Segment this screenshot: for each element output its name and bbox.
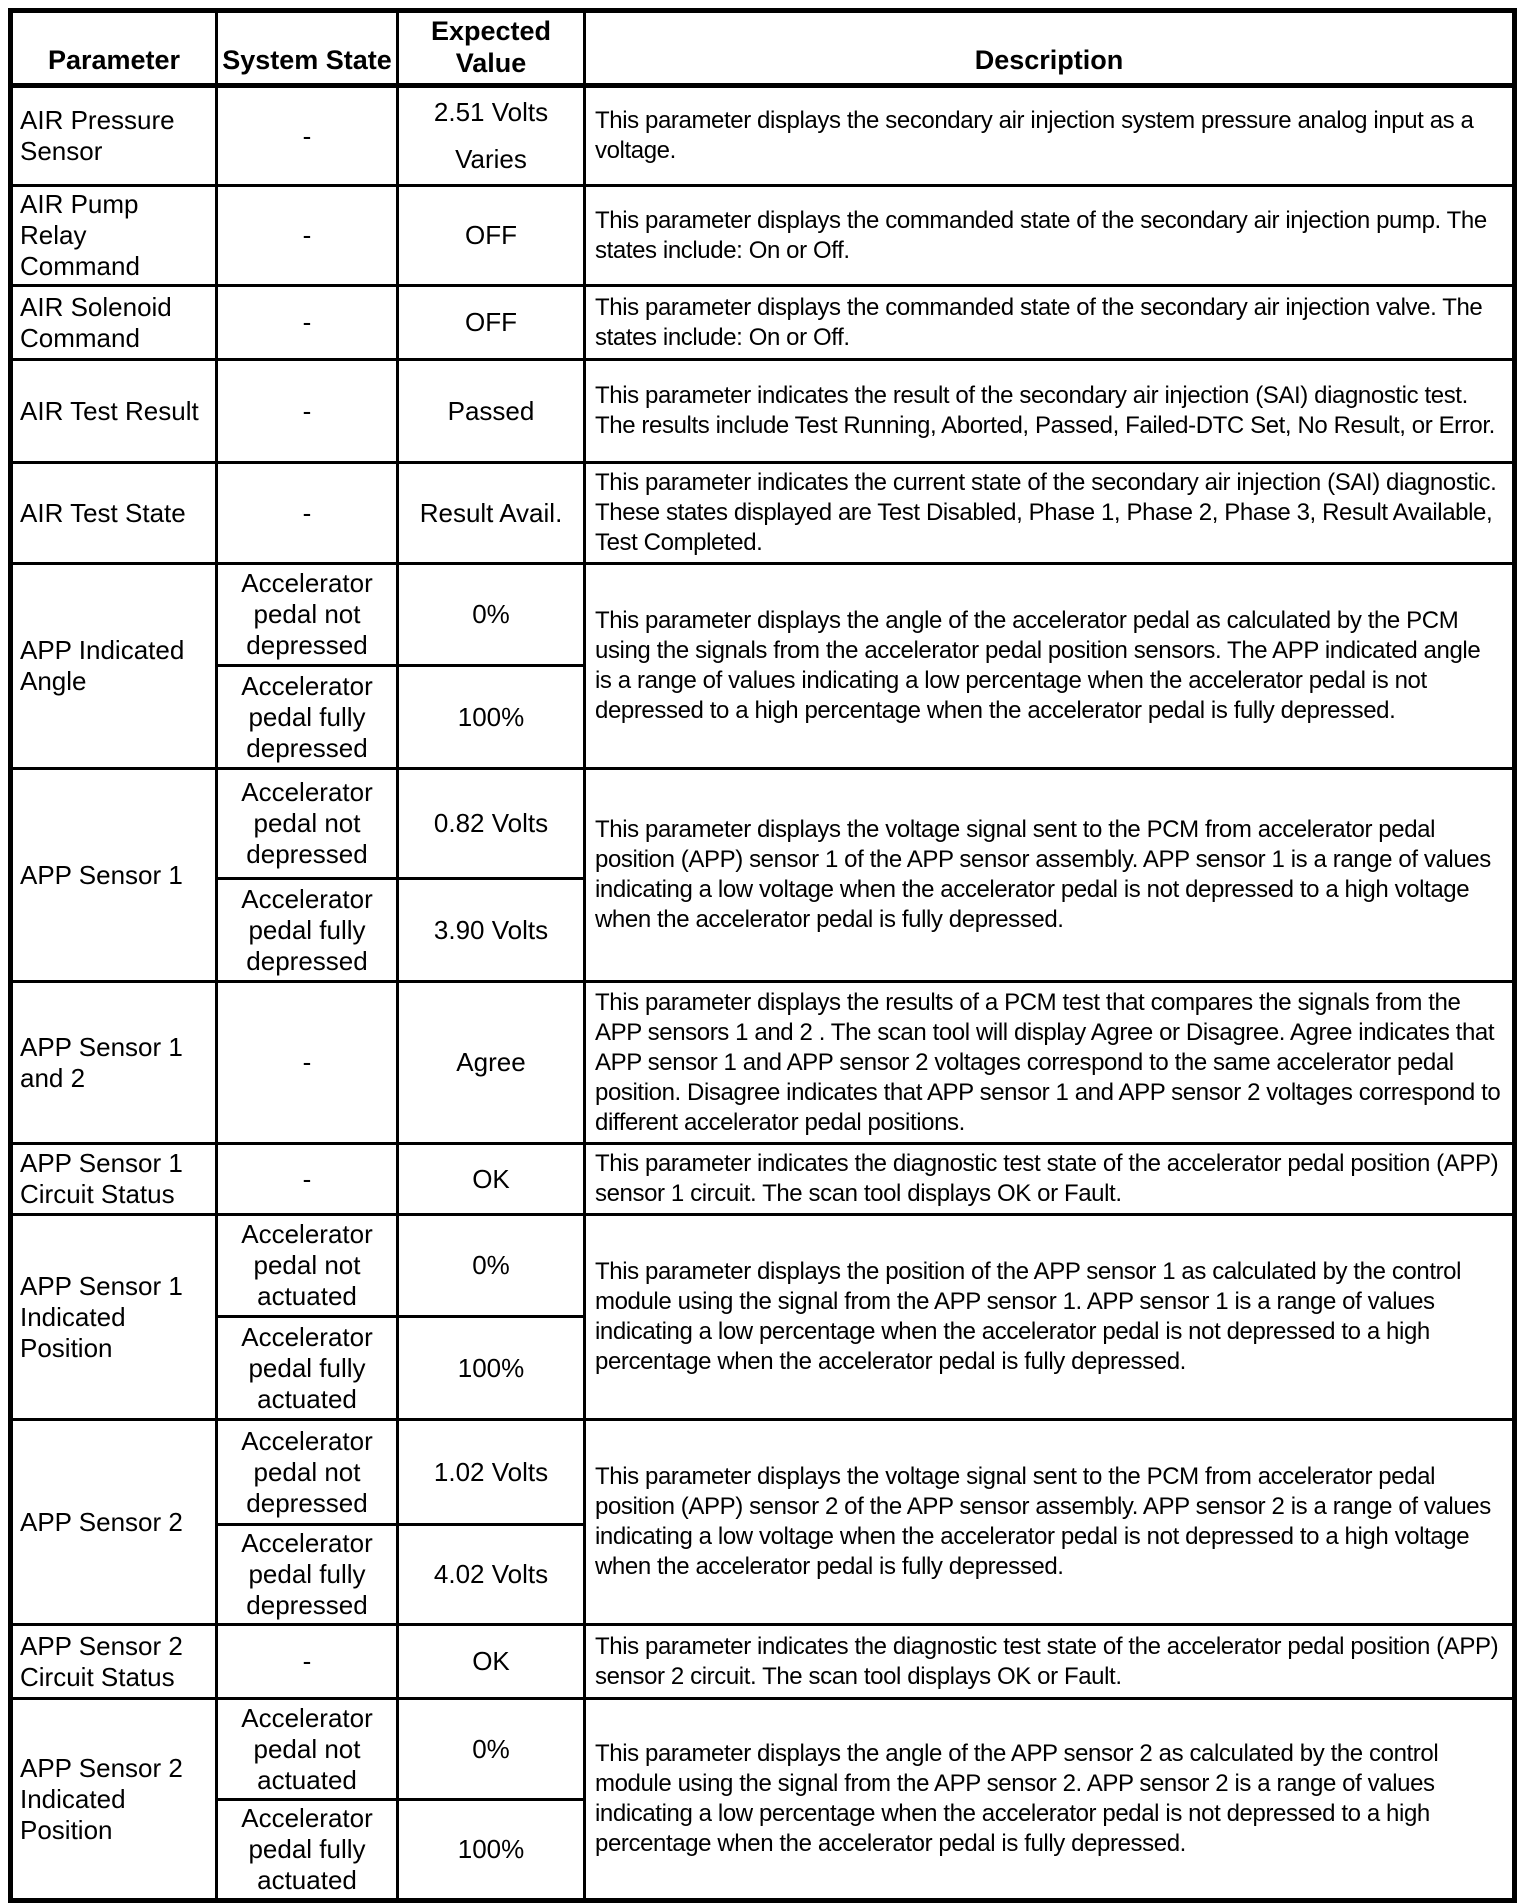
expected-value-primary: 2.51 Volts [433, 97, 549, 127]
table-row [11, 186, 1515, 286]
expected-value-cell: 100% [398, 666, 585, 769]
description-cell: This parameter displays the voltage signal sent to the PCM from accelerator pedal position (APP) sensor 1 of the APP sensor assembly. APP sensor 1 is a range of values indicating a low voltage when the accelerator pedal is not depressed to a high voltage when the accelerator pedal is fully depressed. [585, 769, 1515, 982]
parameter-cell: APP Sensor 1 Circuit Status [11, 1144, 217, 1215]
parameter-cell: AIR Pump Relay Command [11, 186, 217, 286]
description-cell: This parameter indicates the diagnostic test state of the accelerator pedal position (APP) sensor 2 circuit. The scan tool displays OK or Fault. [585, 1625, 1515, 1699]
description-cell: This parameter displays the results of a PCM test that compares the signals from the APP sensors 1 and 2 . The scan tool will display Agree or Disagree. Agree indicates that APP sensor 1 and APP sensor 2 voltages correspond to the same accelerator pedal position. Disagree indicates that APP sensor 1 and APP sensor 2 voltages correspond to different accelerator pedal positions. [585, 982, 1515, 1144]
table-row [11, 360, 1515, 463]
table-row [11, 286, 1515, 360]
expected-value-cell: 100% [398, 1317, 585, 1420]
expected-value-secondary: Varies [455, 144, 527, 174]
system-state-cell: - [217, 186, 398, 286]
description-cell: This parameter indicates the result of the secondary air injection (SAI) diagnostic test. The results include Test Running, Aborted, Passed, Failed-DTC Set, No Result, or Error. [585, 360, 1515, 463]
system-state-cell: - [217, 1144, 398, 1215]
parameter-cell: APP Sensor 1 [11, 769, 217, 982]
system-state-cell: Accelerator pedal fully depressed [217, 666, 398, 769]
expected-value-cell: OFF [398, 286, 585, 360]
expected-value-cell: 1.02 Volts [398, 1420, 585, 1525]
expected-value-cell: 0.82 Volts [398, 769, 585, 879]
col-header-parameter: Parameter [11, 11, 217, 86]
system-state-cell: Accelerator pedal fully depressed [217, 1525, 398, 1625]
expected-value-cell: 100% [398, 1800, 585, 1901]
description-cell: This parameter displays the secondary air injection system pressure analog input as a voltage. [585, 86, 1515, 186]
description-cell: This parameter displays the voltage signal sent to the PCM from accelerator pedal position (APP) sensor 2 of the APP sensor assembly. APP sensor 2 is a range of values indicating a low voltage when the accelerator pedal is not depressed to a high voltage when the accelerator pedal is fully depressed. [585, 1420, 1515, 1625]
parameter-cell: AIR Test Result [11, 360, 217, 463]
parameter-cell: APP Sensor 1 and 2 [11, 982, 217, 1144]
table-row [11, 463, 1515, 564]
expected-value-cell [398, 86, 585, 186]
system-state-cell: - [217, 86, 398, 186]
expected-value-cell: Result Avail. [398, 463, 585, 564]
table-row [11, 86, 1515, 186]
system-state-cell: Accelerator pedal not depressed [217, 1420, 398, 1525]
table-row [11, 1420, 1515, 1525]
description-cell: This parameter displays the commanded state of the secondary air injection valve. The states include: On or Off. [585, 286, 1515, 360]
parameter-cell: AIR Test State [11, 463, 217, 564]
system-state-cell: - [217, 360, 398, 463]
parameter-cell: AIR Pressure Sensor [11, 86, 217, 186]
parameter-table [8, 8, 1517, 1903]
system-state-cell: - [217, 286, 398, 360]
system-state-cell: Accelerator pedal not depressed [217, 564, 398, 666]
table-row [11, 1215, 1515, 1317]
col-header-expected-value: Expected Value [398, 11, 585, 86]
parameter-cell: APP Indicated Angle [11, 564, 217, 769]
table-row [11, 1144, 1515, 1215]
expected-value-cell: 3.90 Volts [398, 879, 585, 982]
description-cell: This parameter displays the commanded state of the secondary air injection pump. The states include: On or Off. [585, 186, 1515, 286]
table-row [11, 564, 1515, 666]
description-cell: This parameter displays the position of the APP sensor 1 as calculated by the control module using the signal from the APP sensor 1. APP sensor 1 is a range of values indicating a low percentage when the accelerator pedal is not depressed to a high percentage when the accelerator pedal is fully depressed. [585, 1215, 1515, 1420]
description-cell: This parameter displays the angle of the APP sensor 2 as calculated by the control module using the signal from the APP sensor 2. APP sensor 2 is a range of values indicating a low percentage when the accelerator pedal is not depressed to a high percentage when the accelerator pedal is fully depressed. [585, 1699, 1515, 1901]
system-state-cell: - [217, 1625, 398, 1699]
table-row [11, 1625, 1515, 1699]
expected-value-cell: 4.02 Volts [398, 1525, 585, 1625]
table-header-row [11, 11, 1515, 86]
parameter-cell: APP Sensor 2 [11, 1420, 217, 1625]
col-header-system-state: System State [217, 11, 398, 86]
expected-value-cell: OK [398, 1625, 585, 1699]
parameter-cell: APP Sensor 2 Circuit Status [11, 1625, 217, 1699]
parameter-cell: APP Sensor 2 Indicated Position [11, 1699, 217, 1901]
expected-value-cell: OFF [398, 186, 585, 286]
expected-value-cell: OK [398, 1144, 585, 1215]
system-state-cell: Accelerator pedal fully actuated [217, 1317, 398, 1420]
parameter-cell: AIR Solenoid Command [11, 286, 217, 360]
expected-value-cell: 0% [398, 1215, 585, 1317]
expected-value-cell: 0% [398, 564, 585, 666]
table-row [11, 982, 1515, 1144]
table-row [11, 769, 1515, 879]
parameter-cell: APP Sensor 1 Indicated Position [11, 1215, 217, 1420]
description-cell: This parameter displays the angle of the accelerator pedal as calculated by the PCM using the signals from the accelerator pedal position sensors. The APP indicated angle is a range of values indicating a low percentage when the accelerator pedal is not depressed to a high percentage when the accelerator pedal is fully depressed. [585, 564, 1515, 769]
expected-value-cell: Passed [398, 360, 585, 463]
description-cell: This parameter indicates the current state of the secondary air injection (SAI) diagnostic. These states displayed are Test Disabled, Phase 1, Phase 2, Phase 3, Result Available, Test Completed. [585, 463, 1515, 564]
expected-value-cell: Agree [398, 982, 585, 1144]
col-header-description: Description [585, 11, 1515, 86]
description-cell: This parameter indicates the diagnostic test state of the accelerator pedal position (APP) sensor 1 circuit. The scan tool displays OK or Fault. [585, 1144, 1515, 1215]
system-state-cell: Accelerator pedal fully actuated [217, 1800, 398, 1901]
system-state-cell: Accelerator pedal not depressed [217, 769, 398, 879]
system-state-cell: - [217, 982, 398, 1144]
value-spacer [403, 128, 579, 144]
expected-value-cell: 0% [398, 1699, 585, 1800]
system-state-cell: Accelerator pedal not actuated [217, 1699, 398, 1800]
system-state-cell: Accelerator pedal fully depressed [217, 879, 398, 982]
table-row [11, 1699, 1515, 1800]
system-state-cell: Accelerator pedal not actuated [217, 1215, 398, 1317]
system-state-cell: - [217, 463, 398, 564]
